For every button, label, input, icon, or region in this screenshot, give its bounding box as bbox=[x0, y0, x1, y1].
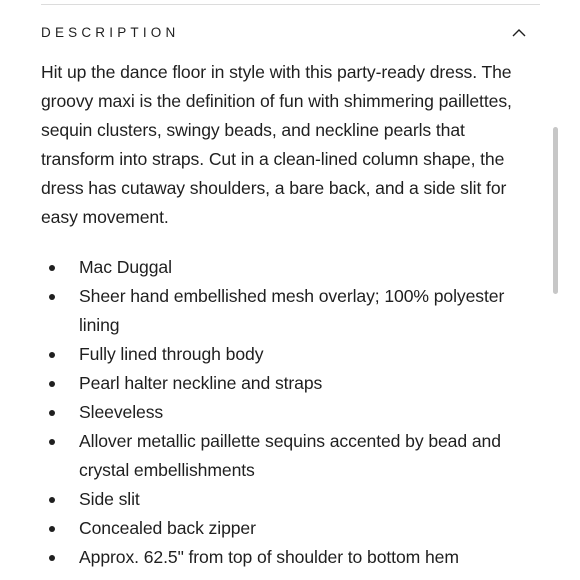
list-item: Mac Duggal bbox=[41, 253, 541, 282]
description-accordion-header[interactable] bbox=[41, 18, 540, 46]
description-paragraph: Hit up the dance floor in style with this party-ready dress. The groovy maxi is the definition of fun with shimmering paillettes, sequin clusters, swingy beads, and neckline pearls that transform into straps. Cut in a clean-lined column shape, the dress has cutaway shoulders, a bare back, and a side slit for easy movement. bbox=[41, 62, 512, 227]
section-title: DESCRIPTION bbox=[41, 24, 180, 40]
list-item: Concealed back zipper bbox=[41, 514, 541, 543]
list-item: Allover metallic paillette sequins accented by bead and crystal embellishments bbox=[41, 427, 541, 485]
chevron-up-icon[interactable] bbox=[510, 23, 528, 41]
list-item: Approx. 62.5" from top of shoulder to bottom hem bbox=[41, 543, 541, 572]
scrollbar-thumb[interactable] bbox=[553, 127, 558, 294]
list-item: Pearl halter neckline and straps bbox=[41, 369, 541, 398]
list-item: Side slit bbox=[41, 485, 541, 514]
description-content bbox=[41, 58, 541, 572]
list-item: Sleeveless bbox=[41, 398, 541, 427]
list-item: Sheer hand embellished mesh overlay; 100% polyester lining bbox=[41, 282, 541, 340]
feature-list bbox=[41, 253, 541, 572]
list-item: Fully lined through body bbox=[41, 340, 541, 369]
top-divider bbox=[41, 4, 540, 5]
